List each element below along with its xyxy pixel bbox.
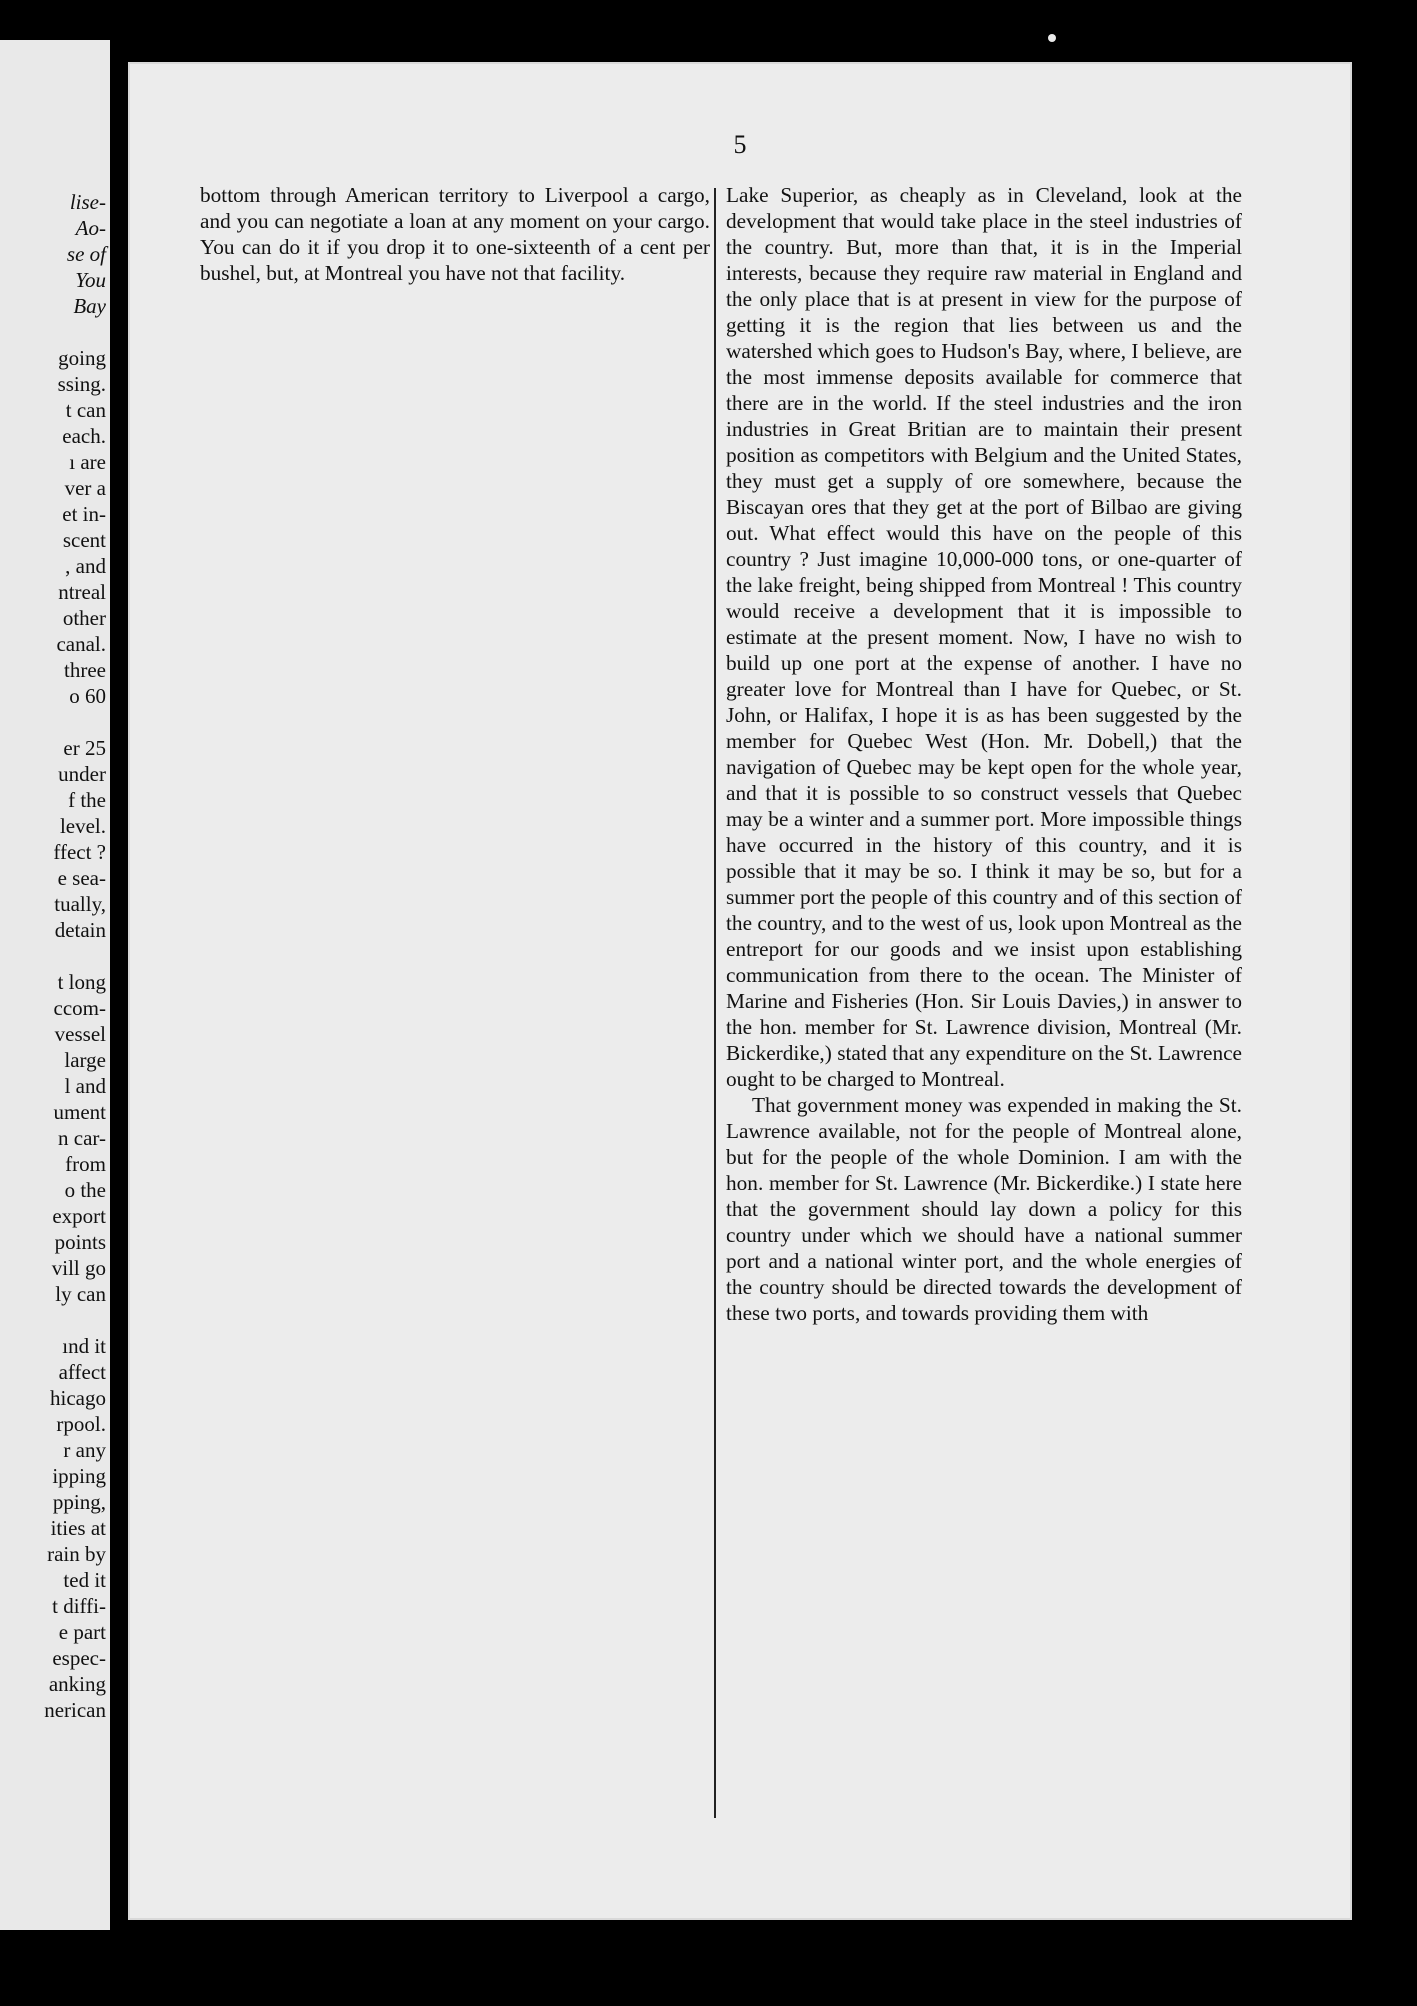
margin-fragment: under bbox=[58, 762, 106, 786]
margin-fragment: er 25 bbox=[63, 736, 106, 760]
margin-fragment: level. bbox=[59, 814, 106, 838]
right-paragraph-2: That government money was expended in making the St. Lawrence available, not for the people of Montreal alone, but for the people of the whole Dominion. I am with the hon. member for St. Lawrence (Mr. Bickerdike.) I state here that the government should lay down a policy for this country under which we should have a national summer port and a national winter port, and the whole energies of the country should be directed towards the development of these two ports, and towards providing them with bbox=[726, 1093, 1242, 1325]
margin-fragment: three bbox=[64, 658, 106, 682]
previous-page-edge bbox=[0, 40, 110, 1930]
margin-fragment: ntreal bbox=[58, 580, 106, 604]
margin-fragment: rain by bbox=[47, 1542, 106, 1566]
margin-fragment: se of bbox=[66, 242, 106, 266]
margin-fragment: hicago bbox=[50, 1386, 106, 1410]
margin-fragment: o 60 bbox=[69, 684, 106, 708]
margin-fragment: Ao- bbox=[75, 216, 106, 240]
margin-fragment: ipping bbox=[52, 1464, 106, 1488]
left-paragraph-1: bottom through American territory to Liverpool a cargo, and you can negotiate a loan at any moment on your cargo. You can do it if you drop it to one-sixteenth of a cent per bushel, but, at Montreal you have not that facility. bbox=[200, 183, 710, 285]
margin-fragment: l and bbox=[64, 1074, 106, 1098]
column-divider bbox=[714, 188, 716, 1818]
scan-speck bbox=[1048, 34, 1056, 42]
margin-fragment: other bbox=[62, 606, 106, 630]
page-number: 5 bbox=[733, 130, 747, 159]
margin-fragment: ffect ? bbox=[53, 840, 106, 864]
margin-fragment: ı are bbox=[69, 450, 106, 474]
margin-fragment: vill go bbox=[51, 1256, 106, 1280]
margin-fragment: tually, bbox=[54, 892, 106, 916]
margin-fragment: points bbox=[54, 1230, 106, 1254]
margin-fragment: t can bbox=[65, 398, 106, 422]
margin-fragment: ly can bbox=[55, 1282, 106, 1306]
margin-fragment: lise- bbox=[69, 190, 106, 214]
margin-fragment: e sea- bbox=[57, 866, 106, 890]
margin-fragment: vessel bbox=[54, 1022, 106, 1046]
margin-fragment: ssing. bbox=[57, 372, 106, 396]
margin-fragment: ınd it bbox=[62, 1334, 106, 1358]
margin-fragment: ccom- bbox=[53, 996, 106, 1020]
margin-fragment: t diffi- bbox=[52, 1594, 106, 1618]
right-paragraph-1: Lake Superior, as cheaply as in Cleveland, look at the development that would take place in the steel industries of the country. But, more than that, it is in the Imperial interests, because they require raw material in England and the only place that is at present in view for the purpose of getting it is the region that lies between us and the watershed which goes to Hudson's Bay, where, I believe, are the most immense deposits available for commerce that there are in the world. If the steel industries and the iron industries in Great Britian are to maintain their present position as competitors with Belgium and the United States, they must get a supply of ore somewhere, because the Biscayan ores that they get at the port of Bilbao are giving out. What effect would this have on the people of this country ? Just imagine 10,000-000 tons, or one-quarter of the lake freight, being shipped from Montreal ! This country would receive a development that it is impossible to estimate at the present moment. Now, I have no wish to build up one port at the expense of another. I have no greater love for Montreal than I have for Quebec, or St. John, or Halifax, I hope it is as has been suggested by the member for Quebec West (Hon. Mr. Dobell,) that the navigation of Quebec may be kept open for the whole year, and that it is possible to so construct vessels that Quebec may be a winter and a summer port. More impossible things have occurred in the history of this country, and it is possible that it may be so. I think it may be so, but for a summer port the people of this country and of this section of the country, and to the west of us, look upon Montreal as the entreport for our goods and we insist upon establishing communication from there to the ocean. The Minister of Marine and Fisheries (Hon. Sir Louis Davies,) in answer to the hon. member for St. Lawrence division, Montreal (Mr. Bickerdike,) stated that any expenditure on the St. Lawrence ought to be charged to Montreal. bbox=[726, 183, 1242, 1091]
margin-fragment: o the bbox=[64, 1178, 106, 1202]
margin-fragment: You bbox=[75, 268, 106, 292]
margin-fragment: from bbox=[65, 1152, 106, 1176]
document-page bbox=[128, 62, 1352, 1920]
margin-fragment: detain bbox=[54, 918, 106, 942]
margin-fragment: nerican bbox=[44, 1698, 106, 1722]
margin-fragment: et in- bbox=[62, 502, 106, 526]
margin-fragment: , and bbox=[65, 554, 106, 578]
margin-fragment: ver a bbox=[64, 476, 106, 500]
margin-fragment: ument bbox=[53, 1100, 106, 1124]
margin-fragment: going bbox=[58, 346, 106, 370]
margin-fragment: canal. bbox=[56, 632, 106, 656]
margin-fragment: large bbox=[64, 1048, 106, 1072]
margin-fragment: each. bbox=[62, 424, 106, 448]
margin-fragment: Bay bbox=[73, 294, 106, 318]
margin-fragment: ted it bbox=[63, 1568, 106, 1592]
margin-fragment: t long bbox=[57, 970, 106, 994]
margin-fragment: r any bbox=[63, 1438, 106, 1462]
margin-fragment: e part bbox=[58, 1620, 106, 1644]
margin-fragment: export bbox=[52, 1204, 106, 1228]
margin-fragment: n car- bbox=[58, 1126, 106, 1150]
right-column bbox=[726, 182, 1242, 1326]
margin-fragment: anking bbox=[48, 1672, 106, 1696]
margin-fragment: affect bbox=[58, 1360, 106, 1384]
margin-fragment: scent bbox=[62, 528, 106, 552]
left-column bbox=[200, 182, 710, 286]
margin-fragment: pping, bbox=[52, 1490, 106, 1514]
margin-fragment: ities at bbox=[50, 1516, 106, 1540]
margin-fragment: rpool. bbox=[56, 1412, 106, 1436]
margin-fragment: espec- bbox=[52, 1646, 106, 1670]
margin-fragment: f the bbox=[68, 788, 106, 812]
